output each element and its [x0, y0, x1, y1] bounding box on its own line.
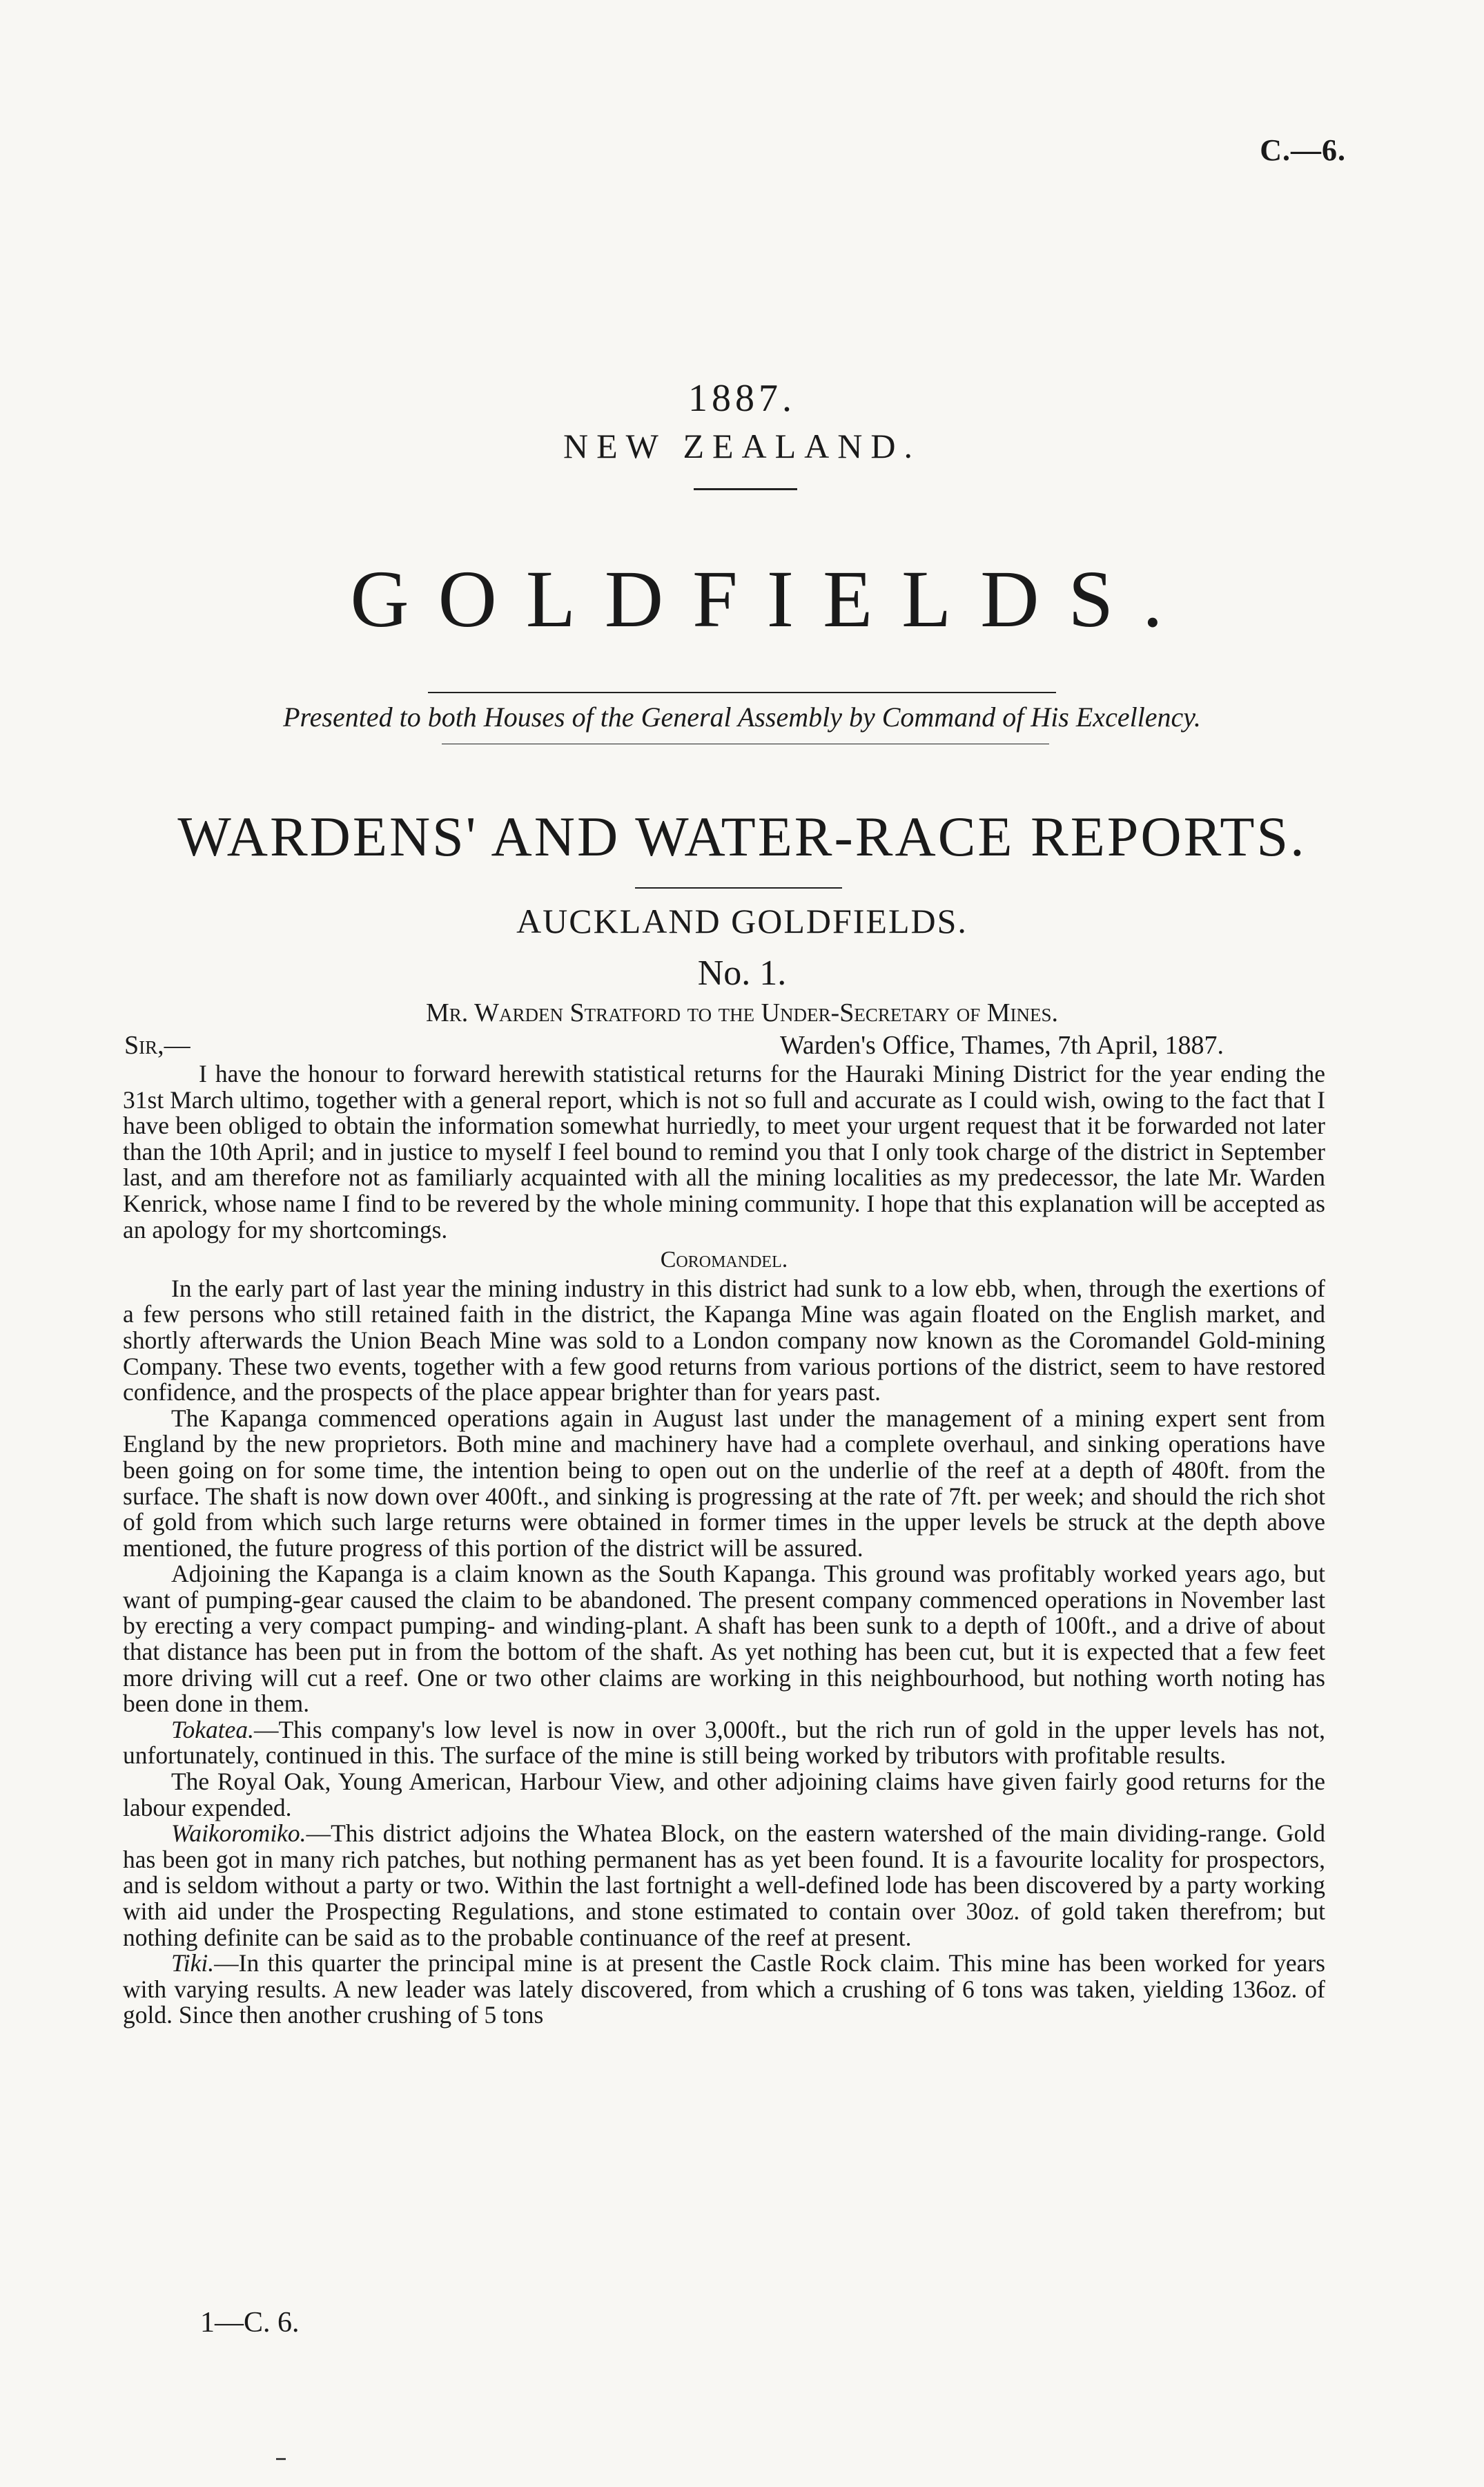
page-signature: 1—C. 6.: [200, 2307, 300, 2339]
paragraph: The Kapanga commenced operations again in August last under the management of a mining expert sent from England by the new proprietors. Both mine and machinery have had a complete overhaul, and sinking operations have been going on for some time, the intention being to open out on the underlie of the reef at a depth of 480ft. from the surface. The shaft is now down over 400ft., and sinking is progressing at the rate of 7ft. per week; and should the rich shot of gold from which such large returns were obtained in former times in the upper levels be struck at the depth above mentioned, the future progress of this portion of the district will be assured.: [123, 1404, 1325, 1562]
paragraph: [123, 1821, 1325, 1951]
paragraph: In the early part of last year the mining industry in this district had sunk to a low ebb, when, through the exertions of a few persons who still retained faith in the district, the Kapanga Mine was again floated on the English market, and shortly afterwards the Union Beach Mine was sold to a London company now known as the Coromandel Gold-mining Company. These two events, together with a few good returns from various portions of the district, seem to have restored confidence, and the prospects of the place appear brighter than for years past.: [123, 1274, 1325, 1406]
country-heading: NEW ZEALAND.: [563, 427, 921, 465]
paragraph: [123, 1951, 1325, 2029]
document-title: GOLDFIELDS.: [350, 554, 1192, 644]
presentation-note: Presented to both Houses of the General Assembly by Command of His Excellency.: [283, 701, 1201, 733]
salutation: Sir,—: [124, 1031, 191, 1060]
region-heading: AUCKLAND GOLDFIELDS.: [516, 902, 968, 940]
paragraph-text: —This district adjoins the Whatea Block, on the eastern watershed of the main dividing-range. Gold has been got in many rich patches, but nothing permanent has as yet been found. It is a favourite locality for prospectors, and is seldom without a party or two. Within the last fortnight a well-defined lode has been discovered by a party working with aid under the Prospecting Regulations, and stone estimated to contain over 30oz. of gold taken therefrom; but nothing definite can be said as to the probable continuance of the reef at present.: [123, 1819, 1325, 1951]
paragraph-text: —In this quarter the principal mine is at present the Castle Rock claim. This mine has been worked for years with varying results. A new leader was lately discovered, from which a crushing of 6 tons was taken, yielding 136oz. of gold. Since then another crushing of 5 tons: [123, 1949, 1325, 2029]
letter-body: [123, 1061, 1325, 2029]
paragraph: Adjoining the Kapanga is a claim known as the South Kapanga. This ground was profitably worked years ago, but want of pumping-gear caused the claim to be abandoned. The present company commenced operations in November last by erecting a very compact pumping- and winding-plant. A shaft has been sunk to a depth of 100ft., and a drive of about that distance has been put in from the bottom of the shaft. As yet nothing has been cut, but it is expected that a few feet more driving will cut a reef. One or two other claims are working in this neighbourhood, but nothing worth noting has been done in them.: [123, 1560, 1325, 1718]
paragraph-lead: Waikoromiko.: [171, 1819, 306, 1848]
intro-paragraph: I have the honour to forward herewith statistical returns for the Hauraki Mining District for the year ending the 31st March ultimo, together with a general report, which is not so full and accurate as I could wish, owing to the fact that I have been obliged to obtain the information somewhat hurriedly, to meet your urgent request that it be forwarded not later than the 10th April; and in justice to myself I feel bound to remind you that I only took charge of the district in September last, and am therefore not as familiarly acquainted with all the mining localities as my predecessor, the late Mr. Warden Kenrick, whose name I find to be revered by the whole mining community. I hope that this explanation will be accepted as an apology for my shortcomings.: [123, 1060, 1325, 1244]
letter-from-to: Mr. Warden Stratford to the Under-Secretary of Mines.: [426, 998, 1058, 1027]
page-reference: C.—6.: [1260, 133, 1346, 167]
divider-rule: [635, 887, 842, 889]
paragraph-lead: Tokatea.: [171, 1715, 254, 1743]
report-number: No. 1.: [697, 954, 787, 993]
paragraph: The Royal Oak, Young American, Harbour View, and other adjoining claims have given fairly good returns for the labour expended.: [123, 1768, 1325, 1821]
print-mark: [276, 2458, 286, 2460]
paragraph-lead: Tiki.: [171, 1949, 215, 1977]
divider-rule: [428, 692, 1056, 693]
report-title: WARDENS' AND WATER-RACE REPORTS.: [177, 805, 1307, 868]
paragraph: [123, 1717, 1325, 1769]
divider-rule: [694, 488, 797, 490]
dateline: Warden's Office, Thames, 7th April, 1887.: [780, 1031, 1224, 1060]
paragraph-text: —This company's low level is now in over 3,000ft., but the rich run of gold in the upper levels has not, unfortunately, continued in this. The surface of the mine is still being worked by tributors with profitable results.: [123, 1715, 1325, 1770]
report-year: 1887.: [688, 377, 796, 420]
section-heading: Coromandel.: [660, 1247, 788, 1273]
